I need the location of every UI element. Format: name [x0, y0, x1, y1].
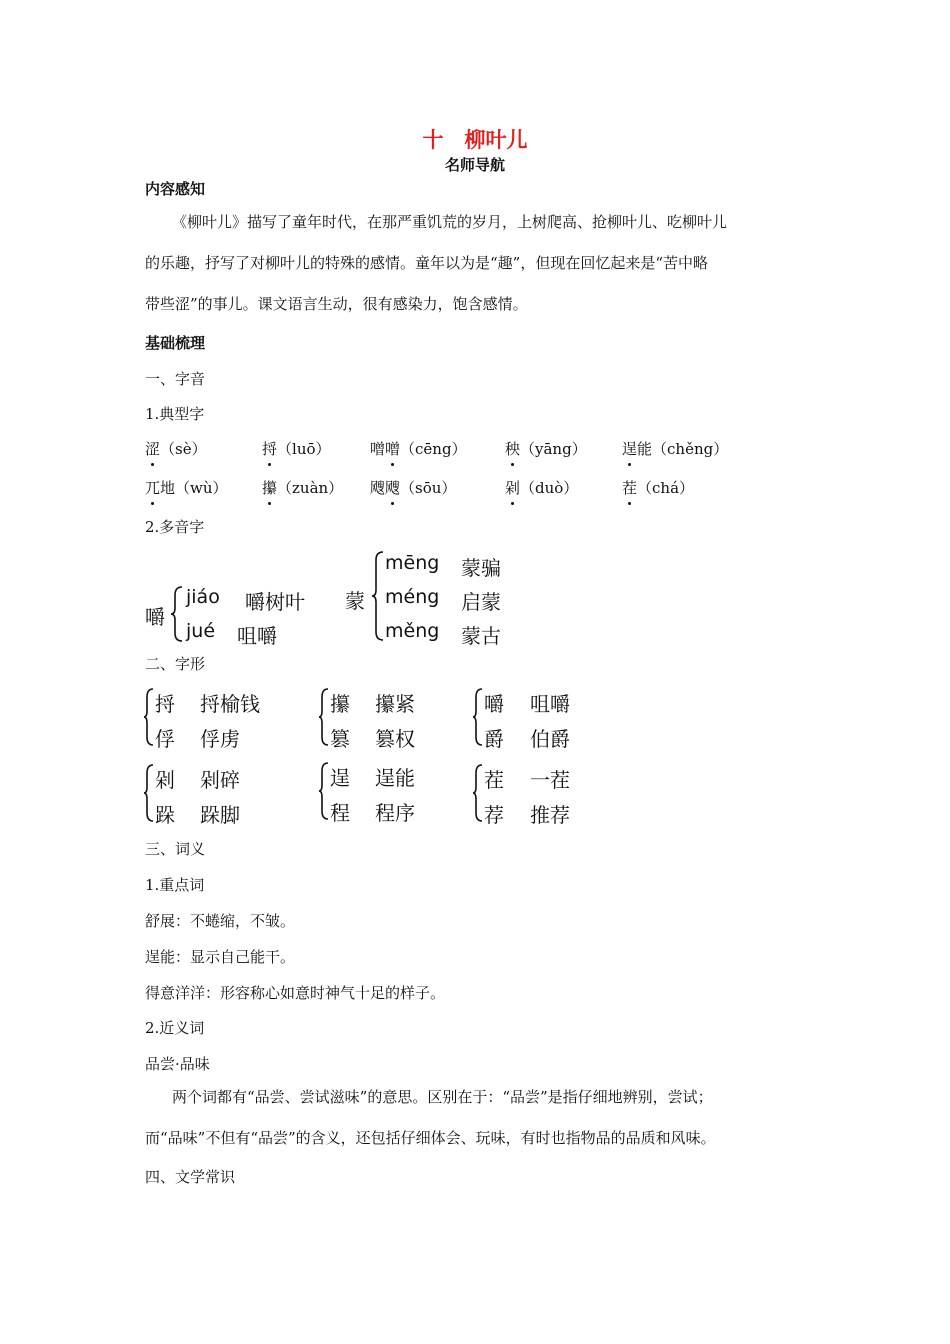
brace-icon [371, 551, 385, 641]
pronunciation-item: 兀 地（wù） [145, 477, 228, 498]
page-subtitle: 名师导航 [444, 156, 505, 174]
section-heading-content: 内容感知 [145, 180, 206, 198]
glyph-word: 程序 [375, 801, 415, 825]
page-title: 十 柳叶儿 [422, 128, 528, 152]
pinyin: méng [385, 586, 440, 608]
glyph-char: 嚼 [484, 692, 504, 716]
subheading-glyph: 二、字形 [145, 655, 206, 673]
glyph-word: 一茬 [530, 768, 570, 792]
subheading-pronunciation: 一、字音 [145, 370, 206, 388]
glyph-char: 茬 [484, 768, 504, 792]
glyph-char: 程 [330, 801, 350, 825]
summary-line-1: 《柳叶儿》描写了童年时代，在那严重饥荒的岁月，上树爬高、抢柳叶儿、吃柳叶儿 [172, 213, 728, 231]
brace-icon [472, 688, 484, 746]
example-word: 蒙古 [461, 624, 501, 648]
example-word: 蒙骗 [461, 556, 501, 580]
subheading-synonyms: 2.近义词 [145, 1019, 205, 1037]
synonym-explanation-line-2: 而“品味”不但有“品尝”的含义，还包括仔细体会、玩味，有时也指物品的品质和风味。 [145, 1129, 716, 1147]
pinyin: jué [186, 620, 216, 642]
example-word: 嚼树叶 [245, 590, 305, 614]
pinyin: jiáo [186, 586, 220, 608]
glyph-char: 攥 [330, 692, 350, 716]
brace-icon [170, 586, 184, 642]
example-word: 启蒙 [461, 590, 501, 614]
synonym-pair: 品尝·品味 [145, 1055, 210, 1073]
subheading-literature: 四、文学常识 [145, 1168, 236, 1186]
brace-icon [318, 762, 330, 820]
definition-item: 逞能：显示自己能干。 [145, 948, 296, 966]
summary-line-2: 的乐趣，抒写了对柳叶儿的特殊的感情。童年以为是“趣”，但现在回忆起来是“苦中略 [145, 254, 709, 272]
brace-icon [143, 764, 155, 822]
glyph-word: 俘虏 [200, 727, 240, 751]
glyph-char: 俘 [155, 727, 175, 751]
glyph-word: 跺脚 [200, 803, 240, 827]
pronunciation-item: 茬 （chá） [622, 477, 694, 498]
pronunciation-item: 噌噌 （cēng） [370, 438, 467, 459]
subheading-polyphonic: 2.多音字 [145, 518, 205, 536]
section-heading-basics: 基础梳理 [145, 334, 206, 352]
pronunciation-item: 涩 （sè） [145, 438, 207, 459]
pronunciation-item: 攥 （zuàn） [262, 477, 343, 498]
glyph-word: 剁碎 [200, 768, 240, 792]
glyph-word: 咀嚼 [530, 692, 570, 716]
pronunciation-item: 秧 （yāng） [505, 438, 587, 459]
summary-line-3: 带些涩”的事儿。课文语言生动，很有感染力，饱含感情。 [145, 295, 528, 313]
glyph-char: 爵 [484, 727, 504, 751]
pinyin: mēng [385, 552, 440, 574]
pronunciation-item: 捋 （luō） [262, 438, 331, 459]
glyph-word: 篡权 [375, 727, 415, 751]
definition-item: 得意洋洋：形容称心如意时神气十足的样子。 [145, 984, 446, 1002]
polyphonic-char-meng: 蒙 [345, 589, 365, 613]
synonym-explanation-line-1: 两个词都有“品尝、尝试滋味”的意思。区别在于：“品尝”是指仔细地辨别，尝试； [172, 1088, 713, 1106]
example-word: 咀嚼 [237, 624, 277, 648]
subheading-word-meaning: 三、词义 [145, 840, 206, 858]
pronunciation-item: 飕飕 （sōu） [370, 477, 456, 498]
brace-icon [318, 688, 330, 746]
pronunciation-item: 剁 （duò） [505, 477, 578, 498]
glyph-char: 剁 [155, 768, 175, 792]
subheading-typical-chars: 1.典型字 [145, 405, 205, 423]
polyphonic-char-jiao: 嚼 [145, 605, 165, 629]
pronunciation-item: 逞 能（chěng） [622, 438, 728, 459]
glyph-word: 攥紧 [375, 692, 415, 716]
glyph-char: 逞 [330, 766, 350, 790]
glyph-char: 捋 [155, 692, 175, 716]
glyph-char: 篡 [330, 727, 350, 751]
glyph-word: 伯爵 [530, 727, 570, 751]
glyph-word: 逞能 [375, 766, 415, 790]
glyph-char: 跺 [155, 803, 175, 827]
glyph-word: 推荐 [530, 803, 570, 827]
brace-icon [472, 764, 484, 822]
glyph-word: 捋榆钱 [200, 692, 260, 716]
brace-icon [143, 688, 155, 746]
definition-item: 舒展：不蜷缩，不皱。 [145, 912, 296, 930]
glyph-char: 荐 [484, 803, 504, 827]
pinyin: měng [385, 620, 440, 642]
subheading-key-words: 1.重点词 [145, 876, 205, 894]
